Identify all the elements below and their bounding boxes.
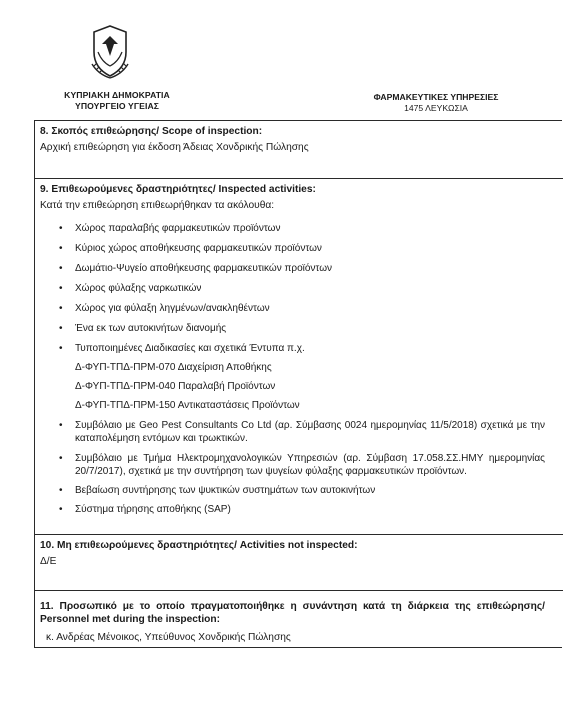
sop-item: Δ-ΦΥΠ-ΤΠΔ-ΠΡΜ-040 Παραλαβή Προϊόντων	[75, 381, 276, 392]
list-item: • Βεβαίωση συντήρησης των ψυκτικών συστημάτων των αυτοκινήτων	[59, 485, 376, 496]
list-item: • Ένα εκ των αυτοκινήτων διανομής	[59, 323, 227, 334]
ministry-name: ΥΠΟΥΡΓΕΙΟ ΥΓΕΙΑΣ	[74, 101, 160, 111]
list-item: • Σύστημα τήρησης αποθήκης (SAP)	[59, 504, 231, 515]
services-header	[356, 92, 516, 114]
inspection-table	[34, 120, 562, 648]
section-11-title: 11. Προσωπικό με το οποίο πραγματοποιήθηκε η συνάντηση κατά τη διάρκεια της επιθεώρησης/ Personnel met during the inspection:	[40, 601, 545, 625]
section-9-title: 9. Επιθεωρούμενες δραστηριότητες/ Inspected activities:	[40, 184, 316, 195]
section-not-inspected	[35, 534, 563, 590]
section-8-title: 8. Σκοπός επιθεώρησης/ Scope of inspection:	[40, 126, 263, 137]
activities-list	[35, 222, 563, 355]
section-11-body: κ. Ανδρέας Μένοικος, Υπεύθυνος Χονδρικής Πώλησης	[46, 632, 291, 643]
list-item: • Συμβόλαιο με Geo Pest Consultants Co Ltd (αρ. Σύμβασης 0024 ημερομηνίας 11/5/2018) σχετικά με την καταπολέμηση εντόμων και τρωκτικών.	[59, 420, 545, 444]
list-item: • Κύριος χώρος αποθήκευσης φαρμακευτικών προϊόντων	[59, 243, 322, 254]
section-inspected-activities	[35, 178, 563, 534]
services-name: ΦΑΡΜΑΚΕΥΤΙΚΕΣ ΥΠΗΡΕΣΙΕΣ	[373, 92, 499, 102]
section-10-title: 10. Μη επιθεωρούμενες δραστηριότητες/ Activities not inspected:	[40, 540, 358, 551]
republic-name: ΚΥΠΡΙΑΚΗ ΔΗΜΟΚΡΑΤΙΑ	[64, 90, 170, 100]
cyprus-coat-of-arms-icon	[88, 22, 132, 80]
list-item: • Χώρος παραλαβής φαρμακευτικών προϊόντων	[59, 223, 281, 234]
list-item: • Τυποποιημένες Διαδικασίες και σχετικά Έντυπα π.χ.	[59, 343, 305, 354]
list-item: • Συμβόλαιο με Τμήμα Ηλεκτρομηχανολογικών Υπηρεσιών (αρ. Σύμβαση 17.058.ΣΣ.ΗΜΥ ημερομηνίας 20/7/2017), σχετικά με την συντήρηση των ψυγείων φύλαξης φαρμακευτικών προϊόντων.	[59, 453, 545, 477]
services-address: 1475 ΛΕΥΚΩΣΙΑ	[404, 103, 468, 113]
list-item: • Χώρος φύλαξης ναρκωτικών	[59, 283, 202, 294]
section-8-body: Αρχική επιθεώρηση για έκδοση Άδειας Χονδρικής Πώλησης	[40, 142, 309, 153]
sop-item: Δ-ΦΥΠ-ΤΠΔ-ΠΡΜ-150 Αντικαταστάσεις Προϊόντων	[75, 400, 300, 411]
list-item: • Χώρος για φύλαξη ληγμένων/ανακληθέντων	[59, 303, 270, 314]
section-scope	[35, 121, 563, 163]
activities-list-continued	[35, 419, 563, 516]
section-10-body: Δ/Ε	[40, 556, 57, 567]
section-personnel	[35, 590, 563, 648]
list-item: • Δωμάτιο-Ψυγείο αποθήκευσης φαρμακευτικών προϊόντων	[59, 263, 333, 274]
section-9-intro: Κατά την επιθεώρηση επιθεωρήθηκαν τα ακόλουθα:	[40, 200, 275, 211]
ministry-header	[52, 90, 182, 112]
sop-item: Δ-ΦΥΠ-ΤΠΔ-ΠΡΜ-070 Διαχείριση Αποθήκης	[75, 362, 272, 373]
